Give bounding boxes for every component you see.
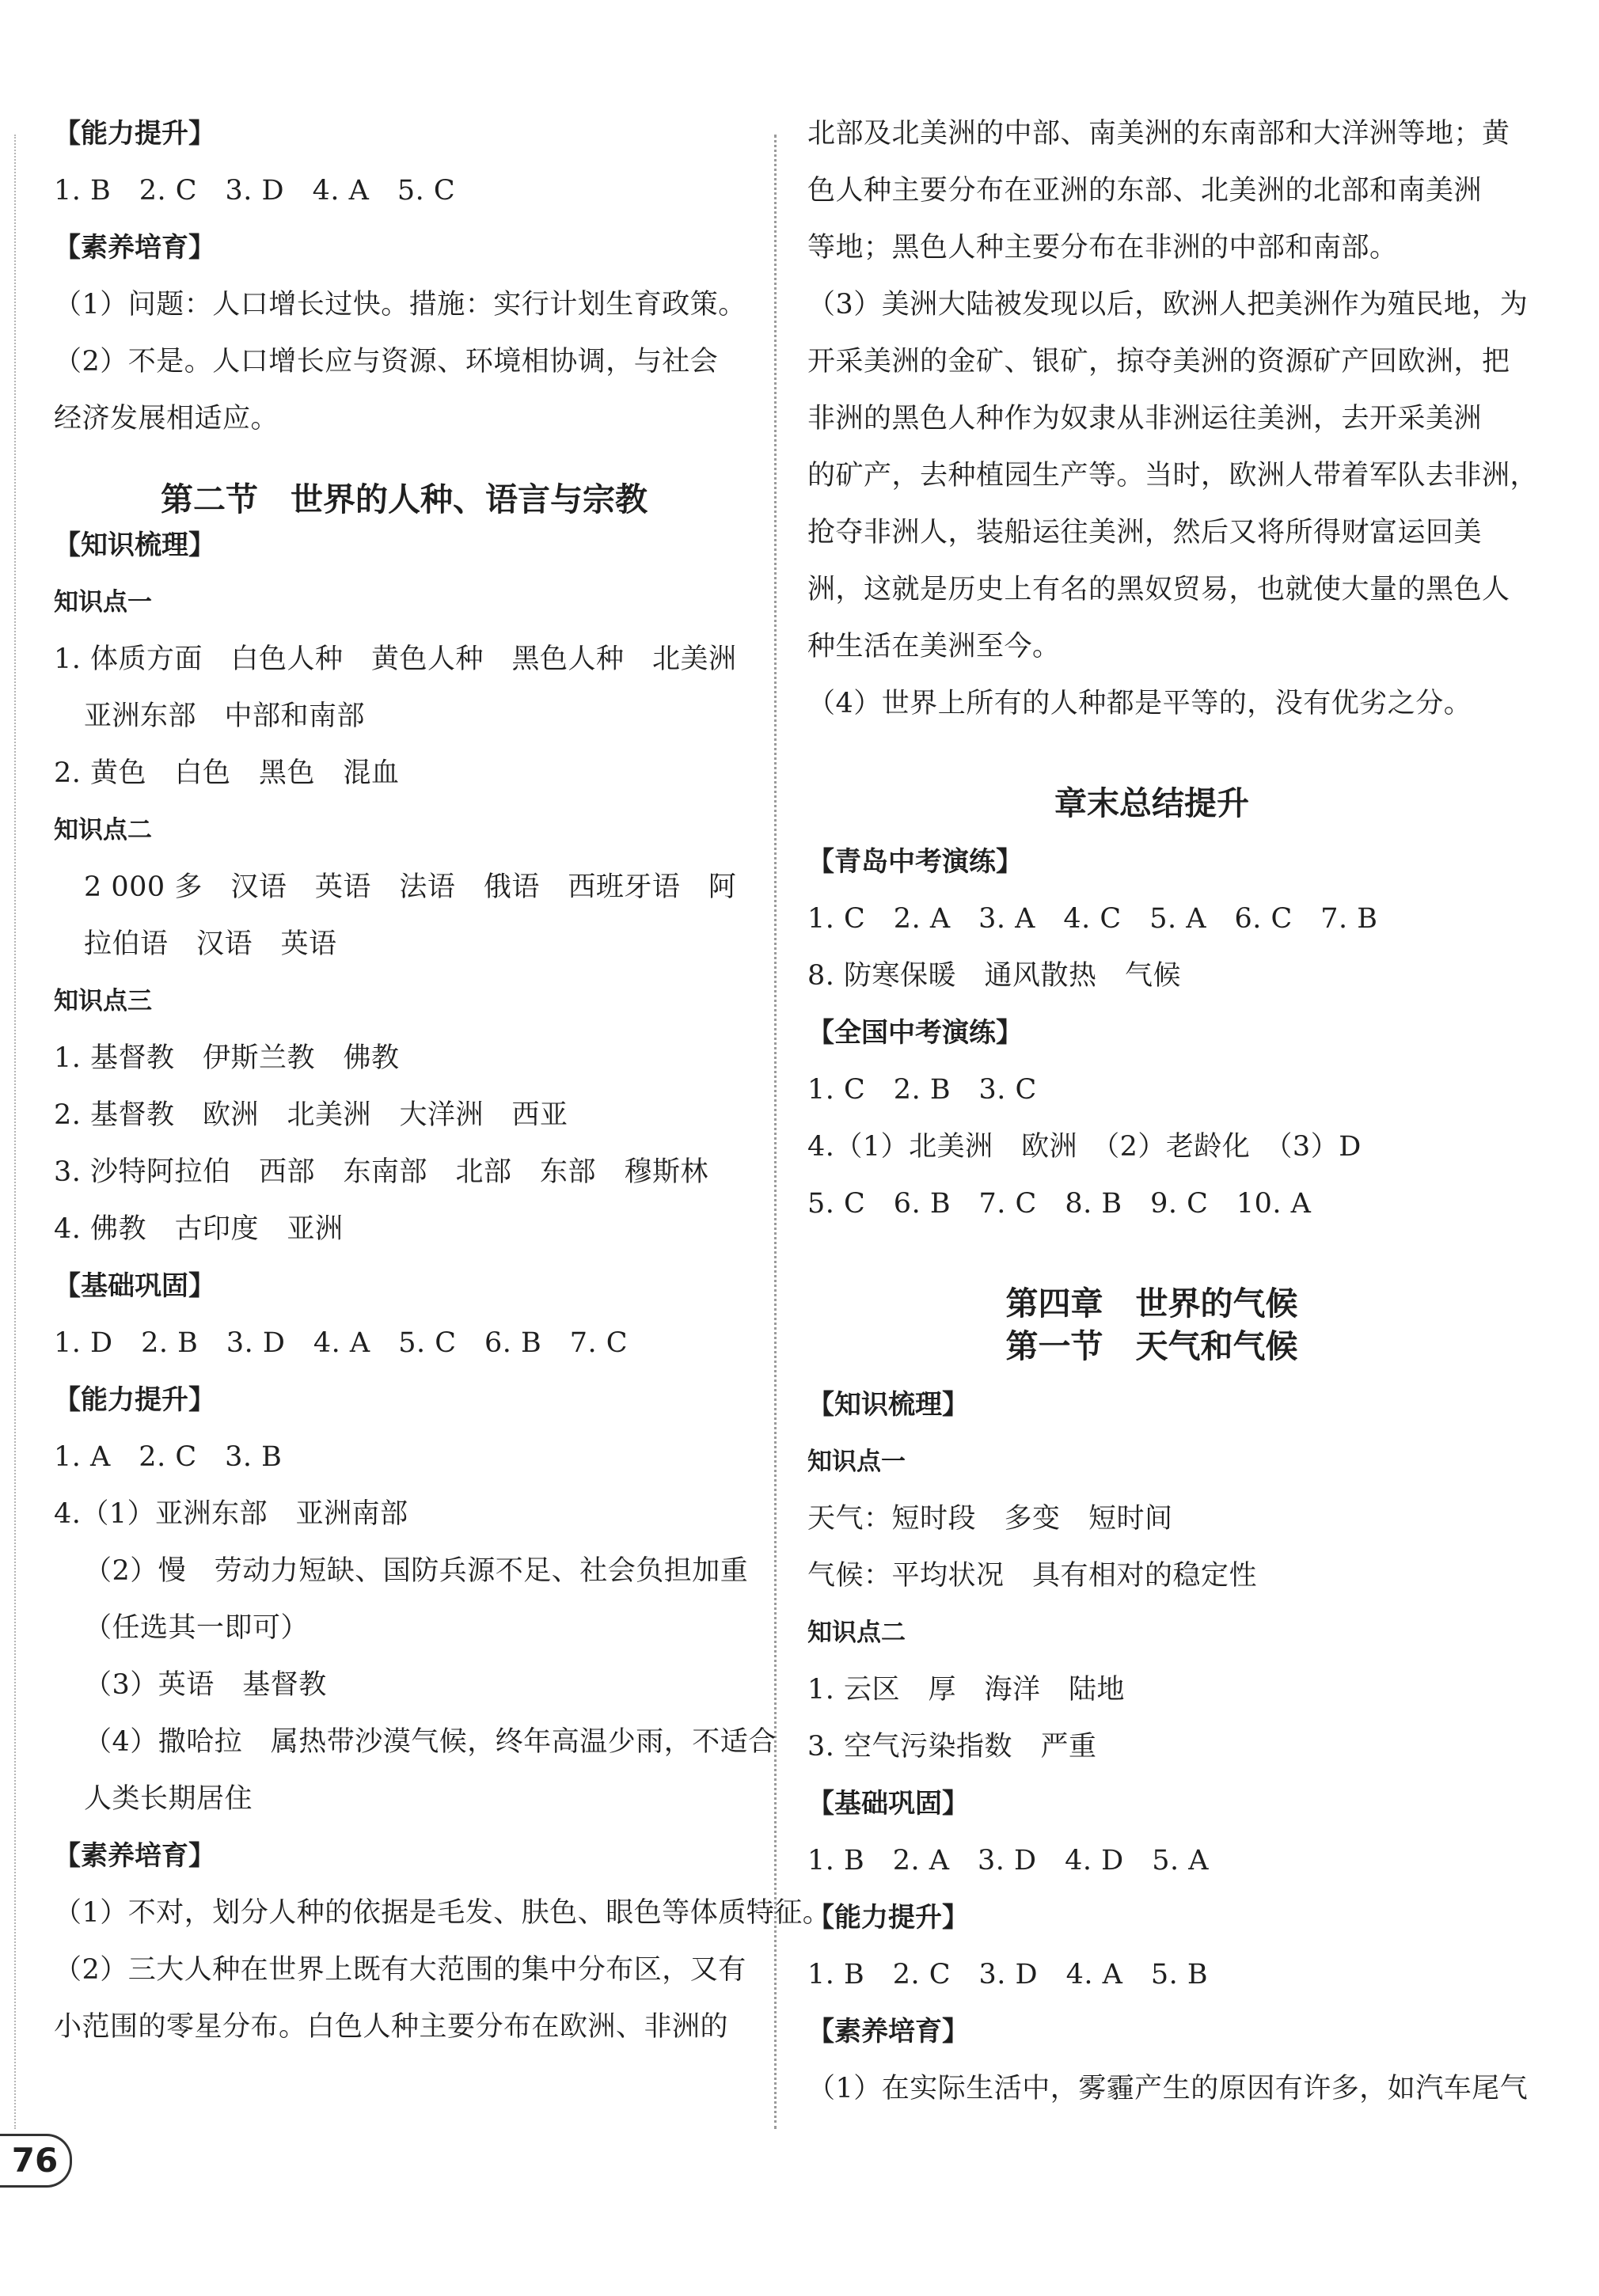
answer-line: 1. B 2. C 3. D 4. A 5. B bbox=[807, 1959, 1209, 1990]
heading-literacy-1: 【素养培育】 bbox=[54, 232, 215, 264]
answer-line: 2. 黄色 白色 黑色 混血 bbox=[54, 757, 400, 789]
answer-line: （任选其一即可） bbox=[84, 1612, 310, 1644]
chapter-summary-title: 章末总结提升 bbox=[1054, 784, 1249, 822]
heading-national-exam: 【全国中考演练】 bbox=[807, 1017, 1023, 1049]
heading-literacy: 【素养培育】 bbox=[807, 2016, 969, 2047]
answer-line: （2）不是。人口增长应与资源、环境相协调，与社会 bbox=[54, 346, 719, 378]
answer-line: 4.（1）北美洲 欧洲 （2）老龄化 （3）D bbox=[807, 1131, 1362, 1163]
answer-line: 2. 基督教 欧洲 北美洲 大洋洲 西亚 bbox=[54, 1099, 568, 1131]
answer-line: 的矿产，去种植园生产等。当时，欧洲人带着军队去非洲， bbox=[807, 460, 1539, 491]
answer-line: （1）问题：人口增长过快。措施：实行计划生育政策。 bbox=[54, 289, 746, 321]
answer-line: 等地；黑色人种主要分布在非洲的中部和南部。 bbox=[807, 232, 1398, 264]
answer-line: 非洲的黑色人种作为奴隶从非洲运往美洲，去开采美洲 bbox=[807, 403, 1483, 435]
answer-line: 5. C 6. B 7. C 8. B 9. C 10. A bbox=[807, 1188, 1312, 1220]
heading-qingdao-exam: 【青岛中考演练】 bbox=[807, 846, 1023, 878]
answer-line: （1）不对，划分人种的依据是毛发、肤色、眼色等体质特征。 bbox=[54, 1897, 831, 1929]
knowledge-point-2-label: 知识点二 bbox=[807, 1619, 906, 1647]
page-number: 76 bbox=[0, 2134, 72, 2188]
answer-line: 亚洲东部 中部和南部 bbox=[84, 700, 366, 732]
answer-line: 1. A 2. C 3. B bbox=[54, 1441, 283, 1473]
answer-line: 1. B 2. A 3. D 4. D 5. A bbox=[807, 1845, 1209, 1877]
answer-line: 洲，这就是历史上有名的黑奴贸易，也就使大量的黑色人 bbox=[807, 574, 1510, 605]
answer-line: 3. 沙特阿拉伯 西部 东南部 北部 东部 穆斯林 bbox=[54, 1156, 709, 1188]
heading-basic: 【基础巩固】 bbox=[54, 1270, 215, 1302]
chapter-title: 第四章 世界的气候 bbox=[1005, 1285, 1298, 1323]
answer-line: 1. C 2. A 3. A 4. C 5. A 6. C 7. B bbox=[807, 903, 1378, 935]
heading-ability-1: 【能力提升】 bbox=[54, 118, 215, 150]
answer-line: 4.（1）亚洲东部 亚洲南部 bbox=[54, 1498, 408, 1530]
answer-line: 开采美洲的金矿、银矿，掠夺美洲的资源矿产回欧洲，把 bbox=[807, 346, 1510, 378]
answer-line: 1. 云区 厚 海洋 陆地 bbox=[807, 1674, 1126, 1706]
heading-knowledge: 【知识梳理】 bbox=[807, 1389, 969, 1421]
answer-line: （3）美洲大陆被发现以后，欧洲人把美洲作为殖民地，为 bbox=[807, 289, 1529, 321]
answer-line: 抢夺非洲人，装船运往美洲，然后又将所得财富运回美 bbox=[807, 517, 1483, 548]
answer-line: 1. D 2. B 3. D 4. A 5. C 6. B 7. C bbox=[54, 1327, 629, 1359]
knowledge-point-1-label: 知识点一 bbox=[54, 588, 152, 617]
answer-line: （2）慢 劳动力短缺、国防兵源不足、社会负担加重 bbox=[84, 1555, 749, 1587]
knowledge-point-3-label: 知识点三 bbox=[54, 987, 152, 1015]
section-title: 第一节 天气和气候 bbox=[1005, 1327, 1298, 1365]
answer-line: （4）世界上所有的人种都是平等的，没有优劣之分。 bbox=[807, 688, 1472, 719]
answer-line: 北部及北美洲的中部、南美洲的东南部和大洋洲等地；黄 bbox=[807, 118, 1510, 150]
answer-line: （3）英语 基督教 bbox=[84, 1669, 327, 1701]
answer-line: （1）在实际生活中，雾霾产生的原因有许多，如汽车尾气 bbox=[807, 2073, 1529, 2104]
answer-line: 1. 体质方面 白色人种 黄色人种 黑色人种 北美洲 bbox=[54, 643, 737, 675]
heading-literacy-2: 【素养培育】 bbox=[54, 1840, 215, 1872]
answer-line: 2 000 多 汉语 英语 法语 俄语 西班牙语 阿 bbox=[84, 871, 737, 903]
answer-line: 拉伯语 汉语 英语 bbox=[84, 928, 337, 960]
knowledge-point-2-label: 知识点二 bbox=[54, 816, 152, 844]
answer-line: 4. 佛教 古印度 亚洲 bbox=[54, 1213, 344, 1245]
answer-line: 天气：短时段 多变 短时间 bbox=[807, 1503, 1173, 1535]
answer-line: 气候：平均状况 具有相对的稳定性 bbox=[807, 1560, 1258, 1592]
answer-line: （2）三大人种在世界上既有大范围的集中分布区，又有 bbox=[54, 1954, 746, 1986]
column-divider bbox=[774, 135, 777, 2129]
answer-line: 3. 空气污染指数 严重 bbox=[807, 1731, 1097, 1763]
heading-ability: 【能力提升】 bbox=[807, 1902, 969, 1934]
answer-line: 小范围的零星分布。白色人种主要分布在欧洲、非洲的 bbox=[54, 2011, 729, 2043]
heading-basic: 【基础巩固】 bbox=[807, 1788, 969, 1820]
answer-line: 经济发展相适应。 bbox=[54, 403, 279, 435]
knowledge-point-1-label: 知识点一 bbox=[807, 1448, 906, 1476]
right-column bbox=[807, 117, 1539, 2129]
heading-knowledge: 【知识梳理】 bbox=[54, 529, 215, 561]
left-column bbox=[54, 117, 831, 2067]
answer-line: 1. B 2. C 3. D 4. A 5. C bbox=[54, 175, 456, 207]
heading-ability-2: 【能力提升】 bbox=[54, 1384, 215, 1416]
answer-line: 1. 基督教 伊斯兰教 佛教 bbox=[54, 1042, 400, 1074]
answer-line: （4）撒哈拉 属热带沙漠气候，终年高温少雨，不适合 bbox=[84, 1726, 777, 1758]
section-title: 第二节 世界的人种、语言与宗教 bbox=[161, 480, 648, 518]
answer-line: 色人种主要分布在亚洲的东部、北美洲的北部和南美洲 bbox=[807, 175, 1483, 207]
answer-line: 种生活在美洲至今。 bbox=[807, 631, 1061, 662]
answer-line: 1. C 2. B 3. C bbox=[807, 1074, 1037, 1106]
answer-line: 8. 防寒保暖 通风散热 气候 bbox=[807, 960, 1182, 992]
answer-line: 人类长期居住 bbox=[84, 1783, 253, 1815]
left-margin-dotted-rule bbox=[14, 135, 16, 2129]
